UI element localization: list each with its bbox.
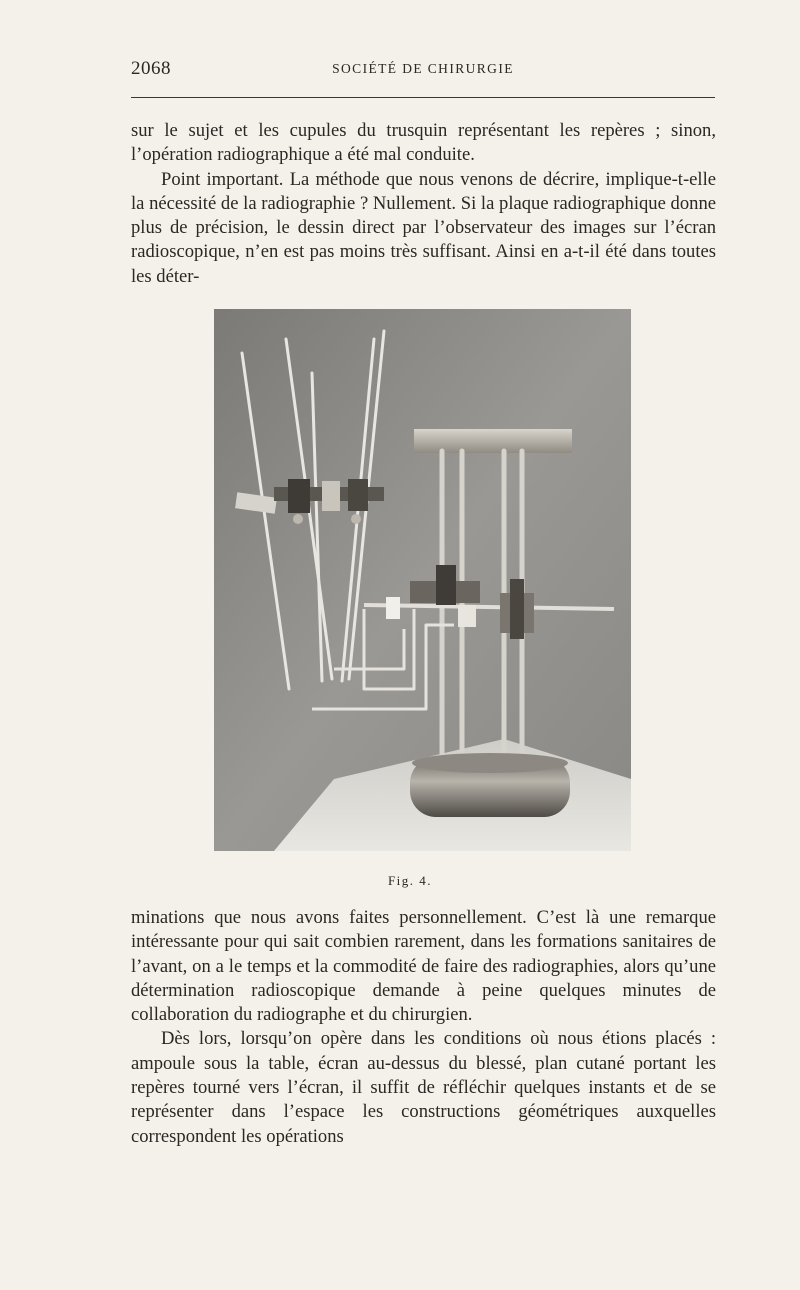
paragraph: Dès lors, lorsqu’on opère dans les conditions où nous étions placés : ampoule sous la table, écran au-dessus du blessé, plan cutané portant les repères tourné vers l’écran, il suffit de réfléchir quelques instants et de se représenter dans l’espace les constructions géométriques auxquelles correspondent les opérations [131, 1028, 716, 1147]
page-header [131, 58, 715, 88]
running-head: SOCIÉTÉ DE CHIRURGIE [332, 61, 514, 76]
paragraph: sur le sujet et les cupules du trusquin représentant les repères ; sinon, l’opération radiographique a été mal conduite. [131, 120, 716, 166]
figure-caption: Fig. 4. [387, 873, 433, 888]
text-block-bottom [131, 906, 716, 1149]
text-block-top [131, 119, 716, 289]
wooden-top-bar [414, 429, 572, 453]
figure-photograph [214, 309, 631, 851]
paragraph: Point important. La méthode que nous venons de décrire, implique-t-elle la nécessité de la radiographie ? Nullement. Si la plaque radiographique donne plus de précision, le dessin direct par l’observateur des images sur l’écran radioscopique, n’en est pas moins très suffisant. Ainsi en a-t-il été dans toutes les déter- [131, 168, 716, 287]
apparatus-base [410, 753, 570, 817]
page-number: 2068 [131, 58, 171, 79]
paragraph: minations que nous avons faites personnellement. C’est là une remarque intéressante pour qui sait combien rarement, dans les formations sanitaires de l’avant, on a le temps et la commodité de faire des radiographies, alors qu’une détermination radioscopique demande à peine quelques minutes de collaboration du radiographe et du chirurgien. [131, 907, 716, 1026]
apparatus-photo [214, 309, 631, 851]
header-rule [131, 97, 715, 98]
